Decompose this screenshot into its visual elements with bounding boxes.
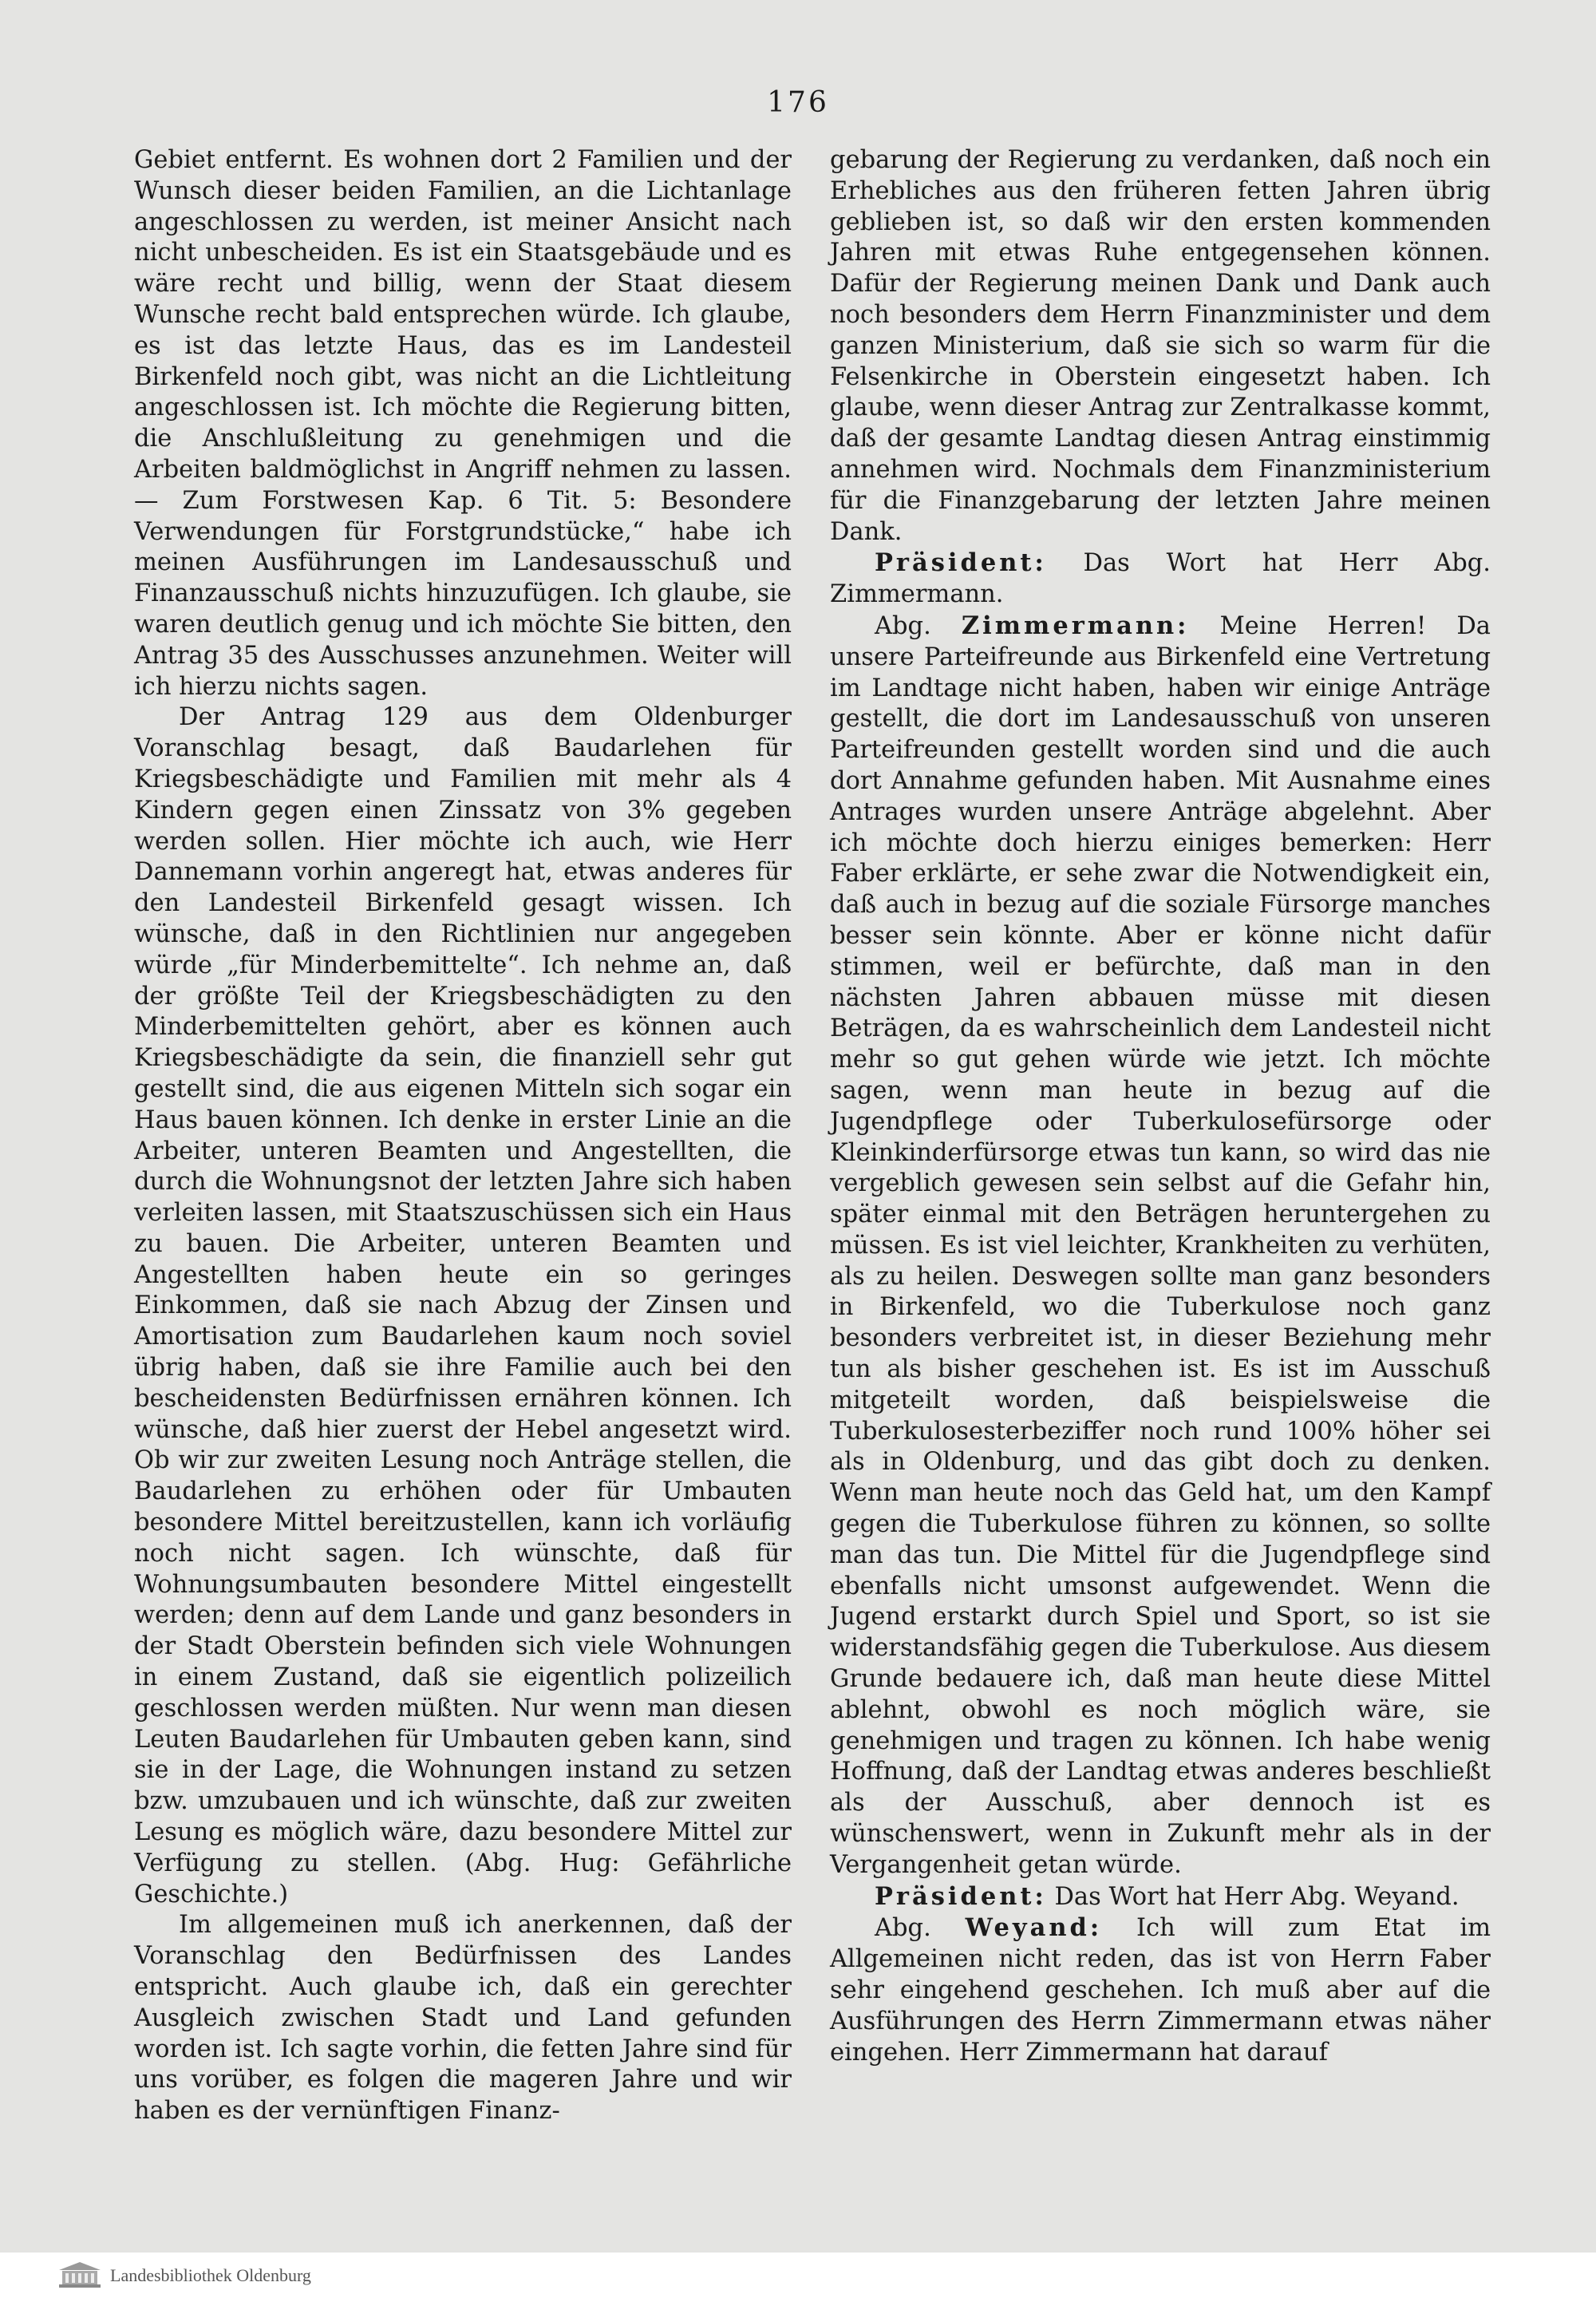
footer-library-name: Landesbibliothek Oldenburg xyxy=(110,2265,311,2285)
speaker-paragraph xyxy=(830,611,1491,1881)
speech-text: Das Wort hat Herr Abg. Zimmermann. xyxy=(830,549,1491,609)
speaker-prefix: Abg. xyxy=(875,1914,966,1943)
paragraph: Der Antrag 129 aus dem Oldenburger Voranschlag besagt, daß Baudarlehen für Kriegsbeschädigte und Familien mit mehr als 4 Kindern gegen einen Zinssatz von 3% gegeben werden sollen. Hier möchte ich auch, wie Herr Dannemann vorhin angeregt hat, etwas anderes für den Landesteil Birkenfeld gesagt wissen. Ich wünsche, daß in den Richtlinien nur angegeben würde „für Minderbemittelte“. Ich nehme an, daß der größte Teil der Kriegsbeschädigten zu den Minderbemittelten gehört, aber es können auch Kriegsbeschädigte da sein, die finanziell sehr gut gestellt sind, die aus eigenen Mitteln sich sogar ein Haus bauen können. Ich denke in erster Linie an die Arbeiter, unteren Beamten und Angestellten, die durch die Wohnungsnot der letzten Jahre sich haben verleiten lassen, mit Staatszuschüssen sich ein Haus zu bauen. Die Arbeiter, unteren Beamten und Angestellten haben heute ein so geringes Einkommen, daß sie nach Abzug der Zinsen und Amortisation zum Baudarlehen kaum noch soviel übrig haben, daß sie ihre Familie auch bei den bescheidensten Bedürfnissen ernähren können. Ich wünsche, daß hier zuerst der Hebel angesetzt wird. Ob wir zur zweiten Lesung noch Anträge stellen, die Baudarlehen zu erhöhen oder für Umbauten besondere Mittel bereitzustellen, kann ich vorläufig noch nicht sagen. Ich wünschte, daß für Wohnungsumbauten besondere Mittel eingestellt werden; denn auf dem Lande und ganz besonders in der Stadt Oberstein befinden sich viele Wohnungen in einem Zustand, daß sie eigentlich polizeilich geschlossen werden müßten. Nur wenn man diesen Leuten Baudarlehen für Umbauten geben kann, sind sie in der Lage, die Wohnungen instand zu setzen bzw. umzubauen und ich wünschte, daß zur zweiten Lesung es möglich wäre, dazu besondere Mittel zur Verfügung zu stellen. (Abg. Hug: Gefährliche Geschichte.) xyxy=(134,703,792,1908)
page-number: 176 xyxy=(767,86,829,119)
speaker-name: Präsident: xyxy=(875,1881,1047,1911)
library-building-icon xyxy=(57,2260,102,2289)
speaker-prefix: Abg. xyxy=(875,611,962,640)
speaker-name: Zimmermann: xyxy=(961,611,1190,640)
speaker-name: Präsident: xyxy=(875,548,1047,578)
right-column xyxy=(830,145,1491,2068)
paragraph: Im allgemeinen muß ich anerkennen, daß der Voranschlag den Bedürfnissen des Landes entspricht. Auch glaube ich, daß ein gerechter Ausgleich zwischen Stadt und Land gefunden worden ist. Ich sagte vorhin, die fetten Jahre sind für uns vorüber, es folgen die mageren Jahre und wir haben es der vernünftigen Finanz- xyxy=(134,1911,792,2126)
left-column xyxy=(134,145,792,2127)
paragraph: gebarung der Regierung zu verdanken, daß noch ein Erhebliches aus den früheren fetten Jahren übrig geblieben ist, so daß wir den ersten kommenden Jahren mit etwas Ruhe entgegensehen können. Dafür der Regierung meinen Dank und Dank auch noch besonders dem Herrn Finanzminister und dem ganzen Ministerium, daß sie sich so warm für die Felsenkirche in Oberstein eingesetzt haben. Ich glaube, wenn dieser Antrag zur Zentralkasse kommt, daß der gesamte Landtag diesen Antrag einstimmig annehmen wird. Nochmals dem Finanzministerium für die Finanzgebarung der letzten Jahre meinen Dank. xyxy=(830,146,1491,546)
speaker-name: Weyand: xyxy=(965,1913,1103,1943)
speaker-paragraph xyxy=(830,1881,1491,1913)
speaker-paragraph xyxy=(830,1912,1491,2068)
footer-bar xyxy=(0,2253,1596,2298)
speech-text: Das Wort hat Herr Abg. Weyand. xyxy=(1046,1882,1460,1911)
speech-text: Meine Herren! Da unsere Parteifreunde aus Birkenfeld eine Vertretung im Landtage nicht haben, haben wir einige Anträge gestellt, die dort im Landesausschuß von unseren Parteifreunden gestellt worden sind und die auch dort Annahme gefunden haben. Mit Ausnahme eines Antrages wurden unsere Anträge abgelehnt. Aber ich möchte doch hierzu einiges bemerken: Herr Faber erklärte, er sehe zwar die Notwendigkeit ein, daß auch in bezug auf die soziale Fürsorge manches besser sein könnte. Aber er könne nicht dafür stimmen, weil er befürchte, daß man in den nächsten Jahren abbauen müsse mit diesen Beträgen, da es wahrscheinlich dem Landesteil nicht mehr so gut gehen würde wie jetzt. Ich möchte sagen, wenn man heute in bezug auf die Jugendpflege oder Tuberkulosefürsorge oder Kleinkinderfürsorge etwas tun kann, so wird das nie vergeblich gewesen sein selbst auf die Gefahr hin, später einmal mit den Beträgen heruntergehen zu müssen. Es ist viel leichter, Krankheiten zu verhüten, als zu heilen. Deswegen sollte man ganz besonders in Birkenfeld, wo die Tuberkulose noch ganz besonders verbreitet ist, in dieser Beziehung mehr tun als bisher geschehen ist. Es ist im Ausschuß mitgeteilt worden, daß beispielsweise die Tuberkulosesterbeziffer noch rund 100% höher sei als in Oldenburg, und das gibt doch zu denken. Wenn man heute noch das Geld hat, um den Kampf gegen die Tuberkulose führen zu können, so sollte man das tun. Die Mittel für die Jugendpflege sind ebenfalls nicht umsonst aufgewendet. Wenn die Jugend erstarkt durch Spiel und Sport, so ist sie widerstandsfähig gegen die Tuberkulose. Aus diesem Grunde bedauere ich, daß man heute diese Mittel ablehnt, obwohl es noch möglich wäre, sie genehmigen und tragen zu können. Ich habe wenig Hoffnung, daß der Landtag etwas anderes beschließt als der Ausschuß, aber dennoch ist es wünschenswert, wenn in Zukunft mehr als in der Vergangenheit getan würde. xyxy=(830,611,1491,1879)
speech-text: Ich will zum Etat im Allgemeinen nicht reden, das ist von Herrn Faber sehr eingehend geschehen. Ich muß aber auf die Ausführungen des Herrn Zimmermann etwas näher eingehen. Herr Zimmermann hat darauf xyxy=(830,1914,1491,2067)
speaker-paragraph xyxy=(830,548,1491,611)
paragraph: Gebiet entfernt. Es wohnen dort 2 Familien und der Wunsch dieser beiden Familien, an die Lichtanlage angeschlossen zu werden, ist meiner Ansicht nach nicht unbescheiden. Es ist ein Staatsgebäude und es wäre recht und billig, wenn der Staat diesem Wunsche recht bald entsprechen würde. Ich glaube, es ist das letzte Haus, das es im Landesteil Birkenfeld noch gibt, was nicht an die Lichtleitung angeschlossen ist. Ich möchte die Regierung bitten, die Anschlußleitung zu genehmigen und die Arbeiten baldmöglichst in Angriff nehmen zu lassen. — Zum Forstwesen Kap. 6 Tit. 5: Besondere Verwendungen für Forstgrundstücke,“ habe ich meinen Ausführungen im Landesausschuß und Finanzausschuß nichts hinzuzufügen. Ich glaube, sie waren deutlich genug und ich möchte Sie bitten, den Antrag 35 des Ausschusses anzunehmen. Weiter will ich hierzu nichts sagen. xyxy=(134,146,792,701)
